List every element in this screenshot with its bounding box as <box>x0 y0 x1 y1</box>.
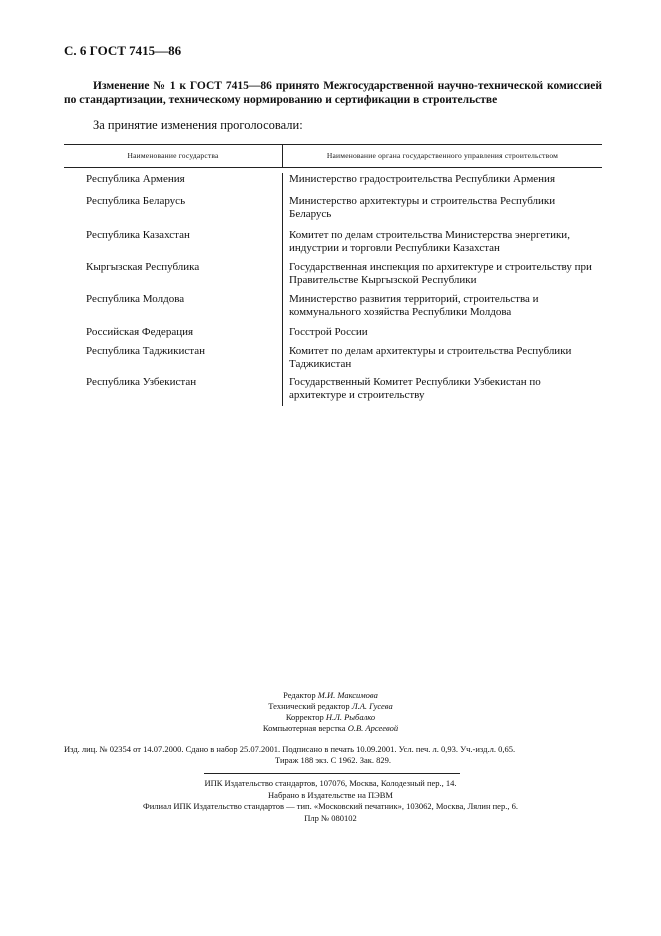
state-name: Республика Молдова <box>86 293 185 305</box>
credit-editor <box>0 690 661 701</box>
organ-name: Комитет по делам строительства Министерства энергетики, индустрии и торговли Республики Казахстан <box>282 229 602 261</box>
organ-name: Государственная инспекция по архитектуре и строительству при Правительстве Кыргызской Республики <box>282 261 602 293</box>
organ-name: Министерство развития территорий, строительства и коммунального хозяйства Республики Молдова <box>282 293 602 326</box>
publishing-line: Тираж 188 экз. С 1962. Зак. 829. <box>274 755 392 765</box>
printer-line: ИПК Издательство стандартов, 107076, Москва, Колодезный пер., 14. <box>204 778 457 788</box>
credit-label: Компьютерная верстка <box>262 723 346 733</box>
page-header: С. 6 ГОСТ 7415—86 <box>64 43 182 58</box>
organ-name: Комитет по делам архитектуры и строительства Республики Таджикистан <box>282 345 602 376</box>
table-row <box>64 345 602 376</box>
organ-name: Министерство архитектуры и строительства Республики Беларусь <box>282 195 602 229</box>
table-header <box>64 144 602 168</box>
state-name: Республика Беларусь <box>86 195 186 207</box>
printer-line: Плр № 080102 <box>304 812 357 823</box>
voted-label: За принятие изменения проголосовали: <box>93 118 303 132</box>
state-name: Республика Казахстан <box>86 229 190 241</box>
header-organ: Наименование органа государственного управления строительством <box>282 145 602 167</box>
editorial-credits <box>0 690 661 734</box>
credit-layout <box>0 723 661 734</box>
credit-corrector <box>0 712 661 723</box>
state-name: Республика Таджикистан <box>86 345 205 357</box>
header-state: Наименование государства <box>127 151 219 160</box>
credit-name: О.В. Арсеевой <box>347 723 399 733</box>
printer-line: Набрано в Издательстве на ПЭВМ <box>268 789 393 800</box>
table-row <box>64 261 602 293</box>
table-row <box>64 293 602 326</box>
credit-label: Редактор <box>283 690 316 700</box>
table-row <box>64 229 602 261</box>
organ-name: Министерство градостроительства Республики Армения <box>282 173 602 195</box>
printer-line: Филиал ИПК Издательство стандартов — тип. «Московский печатник», 103062, Москва, Лялин пер., 6. <box>143 801 518 811</box>
credit-name: Н.Л. Рыбалко <box>325 712 376 722</box>
publishing-info <box>64 744 602 766</box>
state-name: Российская Федерация <box>86 326 194 338</box>
credit-tech-editor <box>0 701 661 712</box>
table-row <box>64 326 602 345</box>
state-name: Кыргызская Республика <box>86 261 200 273</box>
organ-name: Государственный Комитет Республики Узбекистан по архитектуре и строительству <box>282 376 602 406</box>
divider <box>204 773 460 774</box>
publishing-line: Изд. лиц. № 02354 от 14.07.2000. Сдано в набор 25.07.2001. Подписано в печать 10.09.2001. Усл. печ. л. 0,93. Уч.-изд.л. 0,65. <box>64 744 516 754</box>
credit-name: М.И. Максимова <box>317 690 378 700</box>
table-body <box>64 168 602 406</box>
credit-label: Корректор <box>285 712 324 722</box>
voting-table <box>64 144 602 406</box>
table-row <box>64 195 602 229</box>
amendment-intro: Изменение № 1 к ГОСТ 7415—86 принято Межгосударственной научно-технической комиссией по стандартизации, техническому нормированию и сертификации в строительстве <box>64 80 602 106</box>
table-row <box>64 376 602 406</box>
credit-label: Технический редактор <box>268 701 350 711</box>
credit-name: Л.А. Гусева <box>351 701 393 711</box>
organ-name: Госстрой России <box>282 326 602 345</box>
state-name: Республика Узбекистан <box>86 376 197 388</box>
state-name: Республика Армения <box>86 173 185 185</box>
table-row <box>64 168 602 195</box>
printer-info <box>0 778 661 824</box>
